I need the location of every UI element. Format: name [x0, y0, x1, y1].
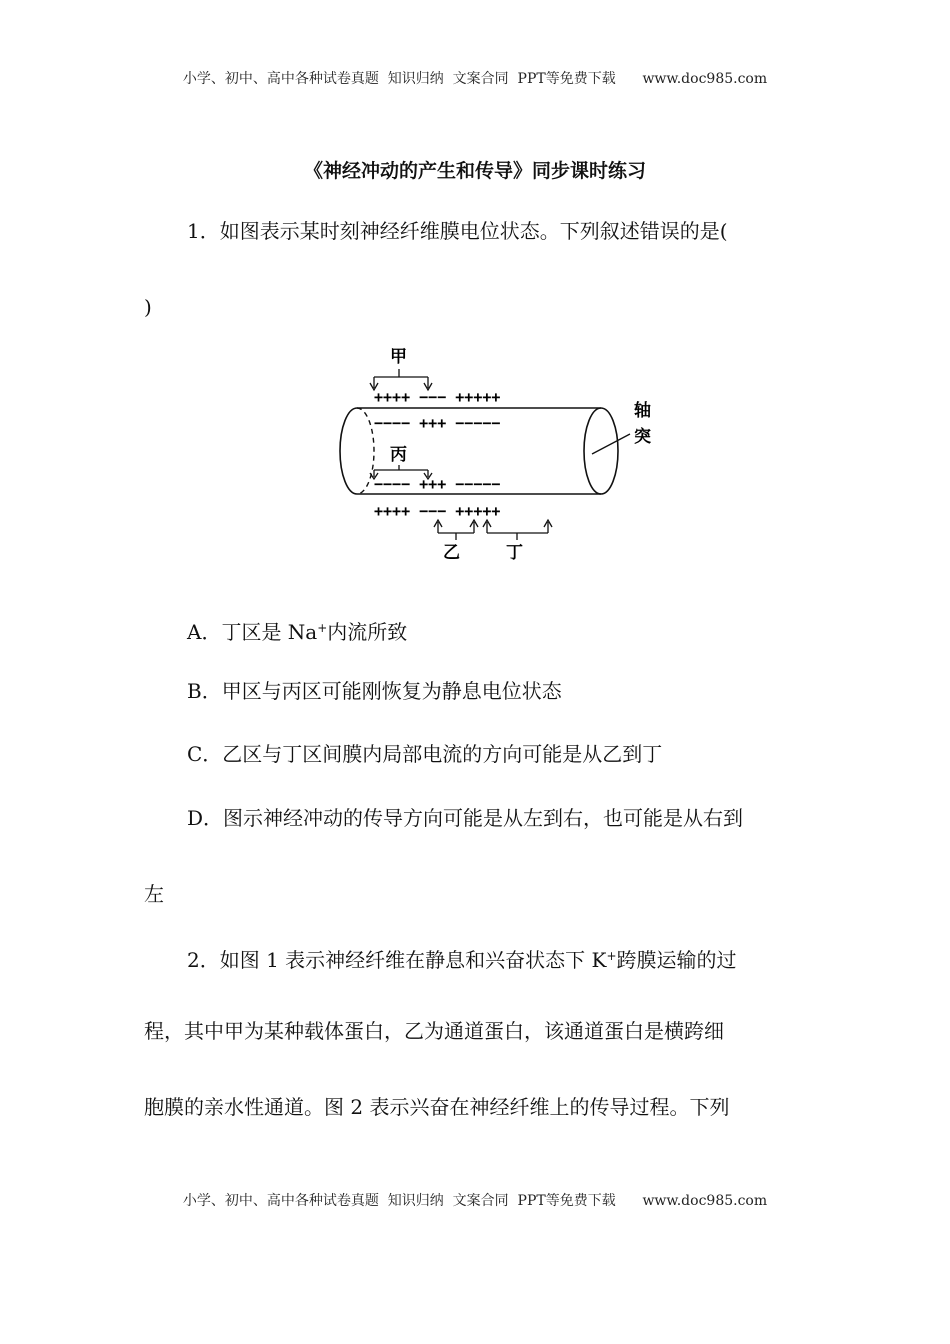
document-title: 《神经冲动的产生和传导》同步课时练习 — [303, 160, 646, 182]
question-1-stem: 1．如图表示某时刻神经纤维膜电位状态。下列叙述错误的是( — [187, 219, 728, 243]
page-header: 小学、初中、高中各种试卷真题 知识归纳 文案合同 PPT等免费下载 www.doc985.com — [182, 71, 768, 87]
option-c: C．乙区与丁区间膜内局部电流的方向可能是从乙到丁 — [187, 742, 663, 766]
label-axon-bottom: 突 — [634, 427, 651, 447]
option-d-continuation: 左 — [144, 882, 164, 906]
cylinder-left-end-back — [357, 408, 374, 494]
question-2-stem-line-2: 程，其中甲为某种载体蛋白，乙为通道蛋白，该通道蛋白是横跨细 — [144, 1019, 724, 1043]
question-2-stem-line-3: 胞膜的亲水性通道。图 2 表示兴奋在神经纤维上的传导过程。下列 — [144, 1095, 730, 1119]
cylinder-right-end — [584, 408, 618, 494]
option-a: A．丁区是 Na+内流所致 — [187, 620, 408, 644]
question-1-stem-end: ) — [144, 295, 152, 319]
label-jia: 甲 — [390, 347, 407, 367]
charges-top-inner: −−−− +++ −−−−− — [374, 414, 501, 432]
charges-bottom-outer: ++++ −−− +++++ — [374, 502, 501, 520]
cylinder-left-end-front — [340, 408, 357, 494]
option-b: B．甲区与丙区可能刚恢复为静息电位状态 — [187, 679, 562, 703]
nerve-fiber-diagram — [330, 336, 670, 572]
charges-top-outer: ++++ −−− +++++ — [374, 388, 501, 406]
label-bing: 丙 — [390, 445, 407, 465]
axon-pointer-line — [592, 434, 630, 454]
label-yi: 乙 — [443, 543, 460, 563]
charges-bottom-inner: −−−− +++ −−−−− — [374, 475, 501, 493]
page-footer: 小学、初中、高中各种试卷真题 知识归纳 文案合同 PPT等免费下载 www.doc985.com — [182, 1193, 768, 1209]
question-2-stem: 2．如图 1 表示神经纤维在静息和兴奋状态下 K+跨膜运输的过 — [187, 948, 737, 972]
label-axon-top: 轴 — [634, 401, 651, 421]
label-ding: 丁 — [506, 543, 523, 563]
option-d: D．图示神经冲动的传导方向可能是从左到右，也可能是从右到 — [187, 806, 744, 830]
